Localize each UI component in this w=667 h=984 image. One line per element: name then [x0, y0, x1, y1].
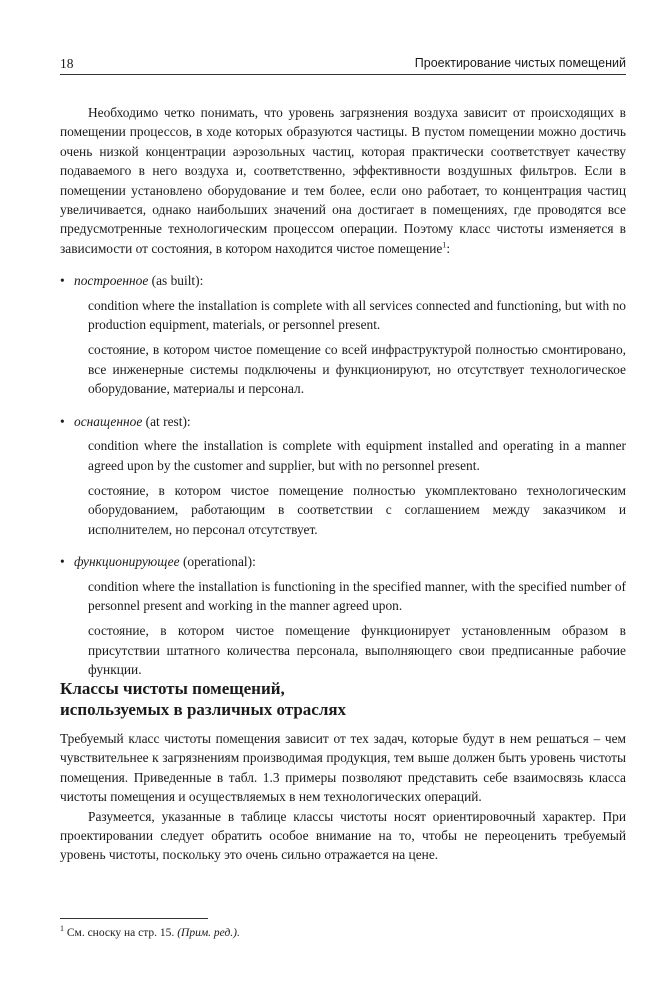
state-term-en: (at rest): [145, 413, 191, 429]
bullet: • [60, 413, 65, 429]
state-definition-ru: состояние, в котором чистое помещение функционирует установленным образом в присутствии штатного количества персонала, выполняющего свои предписанные рабочие функции. [88, 623, 626, 678]
main-text [60, 103, 626, 680]
running-header [60, 56, 626, 75]
state-term-en: (operational): [182, 554, 256, 570]
section-paragraph-2: Разумеется, указанные в таблице классы чистоты носят ориентировочный характер. При проектировании следует обратить особое внимание на то, чтобы не переоценить требуемый уровень чистоты, поскольку это очень сильно отражается на цене. [60, 808, 626, 863]
state-definition-ru: состояние, в котором чистое помещение со всей инфраструктурой полностью смонтировано, все инженерные системы подключены и функционируют, но отсутствует технологическое оборудование, материалы и персонал. [88, 342, 626, 397]
state-definition-en: condition where the installation is complete with all services connected and functioning, but with no production equipment, materials, or personnel present. [88, 297, 626, 333]
state-definition-ru: состояние, в котором чистое помещение полностью укомплектовано технологическим оборудованием, работающим в соответствии с соглашением между заказчиком и исполнителем, но персонал отсутствует. [88, 482, 626, 537]
state-term: функционирующее [74, 554, 180, 570]
page-number: 18 [60, 56, 74, 71]
state-item-operational [60, 552, 626, 571]
state-item-as-built [60, 271, 626, 290]
state-term: построенное [74, 273, 149, 289]
intro-paragraph: Необходимо четко понимать, что уровень загрязнения воздуха зависит от происходящих в помещении процессов, в ходе которых образуются частицы. В пустом помещении можно достичь очень низкой концентрации аэрозольных частиц, которая практически соответствует качеству подаваемого в него воздуха и, соответственно, эффективности воздушных фильтров. Если в помещении установлено оборудование и тем более, если оно работает, то концентрация частиц увеличивается, однако наибольших значений она достигает в помещениях, где проводятся все предусмотренные технологическим процессом операции. Поэтому класс чистоты изменяется в зависимости от состояния, в котором находится чистое помещение$^1$: [60, 105, 626, 256]
footnote-editor-note: (Прим. ред.). [177, 927, 240, 939]
state-term-en: (as built): [151, 273, 204, 289]
state-item-at-rest [60, 412, 626, 431]
running-title: Проектирование чистых помещений [414, 56, 626, 70]
state-term: оснащенное [74, 413, 143, 429]
section-text [60, 729, 626, 865]
state-definition-en: condition where the installation is complete with equipment installed and operating in a manner agreed upon by the customer and supplier, but with no personnel present. [88, 438, 626, 473]
state-definition-en: condition where the installation is functioning in the specified manner, with the specified number of personnel present and working in the manner agreed upon. [88, 578, 626, 613]
footnote [60, 924, 240, 939]
section-heading [60, 678, 626, 720]
section-paragraph-1: Требуемый класс чистоты помещения зависит от тех задач, которые будут в нем решаться – чем чувствительнее к загрязнениям производимая продукция, тем выше должен быть уровень чистоты помещения. Приведенные в табл. 1.3 примеры позволяют представить себе взаимосвязь класса чистоты помещения и осуществляемых в нем технологических операций. [60, 731, 626, 805]
bullet: • [60, 273, 65, 289]
footnote-divider [60, 918, 208, 919]
footnote-text: См. сноску на стр. 15. [66, 927, 175, 939]
footnote-ref: 1 [442, 240, 447, 250]
section-heading-line2: используемых в различных отраслях [60, 700, 347, 719]
bullet: • [60, 554, 65, 570]
footnote-mark: 1 [60, 924, 64, 934]
section-heading-line1: Классы чистоты помещений, [60, 679, 285, 698]
